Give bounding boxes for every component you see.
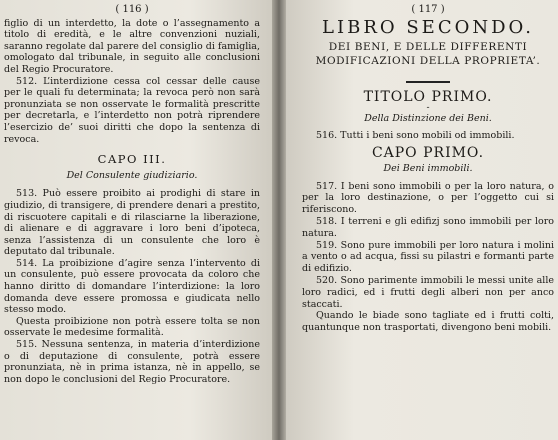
book-title: LIBRO SECONDO. [322, 16, 534, 38]
paragraph-512: 512. L’interdizione cessa col cessar delle cause per le quali fu determinata; la revoca però non sarà pronunziata se non osservate le formalità prescritte per decretarla, e l’interdetto non potrà riprendere l’esercizio de’ suoi diritti che dopo la sentenza di revoca. [4, 75, 260, 145]
title-dash: - [426, 103, 430, 114]
paragraph-518: 518. I terreni e gli edifizj sono immobili per loro natura. [302, 215, 554, 239]
right-page [286, 0, 558, 440]
chapter-heading: CAPO III. [97, 152, 167, 167]
paragraph-520: 520. Sono parimente immobili le messi unite alle loro radici, ed i frutti degli alberi non per anco staccati. [302, 274, 554, 310]
paragraph-519: 519. Sono pure immobili per loro natura i molini a vento o ad acqua, fissi su pilastri e formanti parte di edifizio. [302, 239, 554, 275]
book-subtitle-line-2: MODIFICAZIONI DELLA PROPRIETA’. [315, 54, 541, 67]
page-number: ( 116 ) [115, 4, 149, 15]
paragraph-517: 517. I beni sono immobili o per la loro natura, o per la loro destinazione, o per l’oggetto cui si riferiscono. [302, 180, 554, 216]
paragraph-514-addendum: Questa proibizione non potrà essere tolta se non osservate le medesime formalità. [4, 315, 260, 339]
book-gutter [272, 0, 286, 440]
page-number: ( 117 ) [411, 4, 445, 15]
paragraph-513: 513. Può essere proibito ai prodighi di stare in giudizio, di transigere, di prendere denari a prestito, di riscuotere capitali e di rilasciarne la liberazione, di alienare e di aggravare i loro beni d’ipoteca, senza l’assistenza di un consulente che loro è deputato dal tribunale. [4, 188, 260, 258]
left-page [0, 0, 272, 440]
paragraph-515: 515. Nessuna sentenza, in materia d’interdizione o di deputazione di consulente, potrà essere pronunziata, nè in prima istanza, nè in appello, se non dopo le conclusioni del Regio Procuratore. [4, 339, 260, 385]
paragraph-520-addendum: Quando le biade sono tagliate ed i frutti colti, quantunque non trasportati, divengono beni mobili. [302, 310, 554, 334]
paragraph-514: 514. La proibizione d’agire senza l’intervento di un consulente, può essere provocata da coloro che hanno diritto di domandare l’interdizione: la loro domanda deve essere promossa e giudicata nello stesso modo. [4, 257, 260, 316]
title-subtitle: Della Distinzione dei Beni. [364, 113, 492, 125]
chapter-subtitle: Dei Beni immobili. [383, 162, 473, 174]
chapter-subtitle: Del Consulente giudiziario. [66, 169, 198, 181]
paragraph-511-continuation: figlio di un interdetto, la dote o l’assegnamento a titolo di eredità, e le altre convenzioni nuziali, saranno regolate dal parere del consiglio di famiglia, omologato dal tribunale, in seguito alle conclusioni del Regio Procuratore. [4, 17, 260, 75]
book-subtitle-line-1: DEI BENI, E DELLE DIFFERENTI [328, 40, 528, 53]
ornamental-rule [406, 81, 450, 83]
chapter-heading: CAPO PRIMO. [371, 144, 485, 161]
title-heading: TITOLO PRIMO. [363, 88, 493, 105]
paragraph-516: 516. Tutti i beni sono mobili od immobili. [316, 130, 515, 142]
